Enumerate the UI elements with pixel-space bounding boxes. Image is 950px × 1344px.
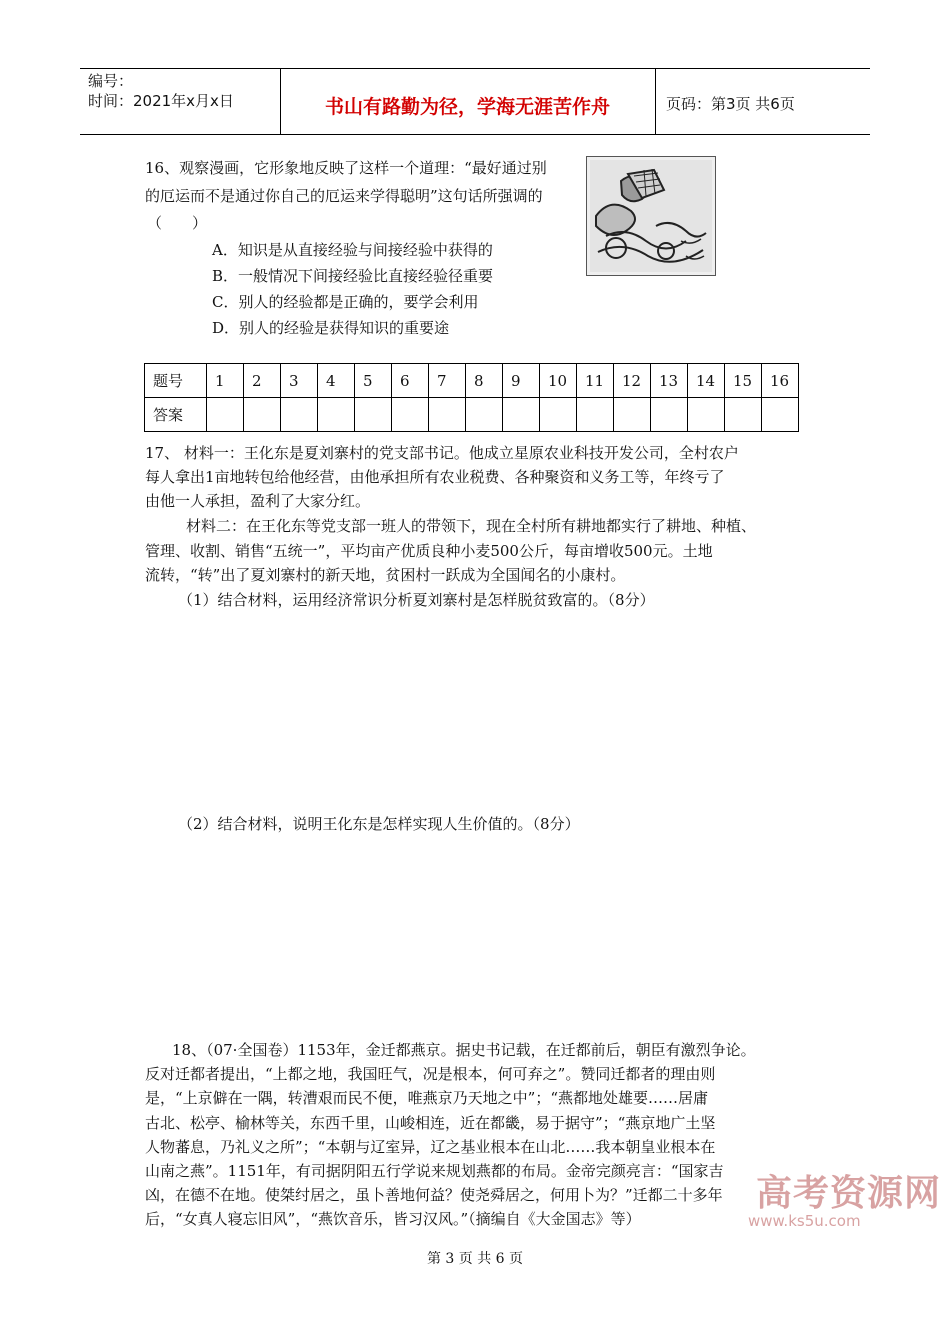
table-number-cell: 2 xyxy=(244,364,281,398)
header-page-label: 页码：第3页 共6页 xyxy=(666,95,795,113)
q18-line-5: 人物蕃息，乃礼义之所”；“本朝与辽室异，辽之基业根本在山北……我本朝皇业根本在 xyxy=(145,1138,716,1156)
table-number-cell: 1 xyxy=(207,364,244,398)
table-answer-label: 答案 xyxy=(145,398,207,432)
table-number-cell: 13 xyxy=(651,364,688,398)
answer-table xyxy=(144,363,799,432)
table-number-cell: 12 xyxy=(614,364,651,398)
q17-material1-line-3: 由他一人承担，盈利了大家分红。 xyxy=(145,492,371,510)
q18-line-3: 是，“上京僻在一隅，转漕艰而民不便，唯燕京乃天地之中”；“燕都地处雄要……居庸 xyxy=(145,1089,709,1107)
answer-cell[interactable] xyxy=(688,398,725,432)
q16-option-b: B．一般情况下间接经验比直接经验径重要 xyxy=(212,267,494,285)
table-number-cell: 15 xyxy=(725,364,762,398)
page-footer: 第 3 页 共 6 页 xyxy=(426,1251,524,1267)
q16-option-d: D．别人的经验是获得知识的重要途 xyxy=(212,319,450,337)
watermark-url: www.ks5u.com xyxy=(748,1212,861,1230)
answer-table-number-row xyxy=(145,364,799,398)
header-divider-left xyxy=(280,68,281,135)
q18-line-4: 古北、松亭、榆林等关，东西千里，山峻相连，近在都畿，易于据守”；“燕京地广土坚 xyxy=(145,1114,716,1132)
table-number-cell: 8 xyxy=(466,364,503,398)
q16-option-a: A．知识是从直接经验与间接经验中获得的 xyxy=(212,241,493,259)
q17-sub-question-2: （2）结合材料，说明王化东是怎样实现人生价值的。（8分） xyxy=(178,815,580,833)
header-top-rule xyxy=(80,68,870,69)
q18-line-7: 凶，在德不在地。使桀纣居之，虽卜善地何益？使尧舜居之，何用卜为？”迁都二十多年 xyxy=(145,1186,723,1204)
header-motto: 书山有路勤为径，学海无涯苦作舟 xyxy=(324,96,610,118)
q18-line-6: 山南之燕”。1151年，有司据阴阳五行学说来规划燕都的布局。金帝完颜亮言：“国家吉 xyxy=(145,1162,724,1180)
answer-cell[interactable] xyxy=(762,398,799,432)
q16-line-2: 的厄运而不是通过你自己的厄运来学得聪明”这句话所强调的 xyxy=(145,187,543,205)
q17-material2-line-1: 材料二：在王化东等党支部一班人的带领下，现在全村所有耕地都实行了耕地、种植、 xyxy=(186,517,757,535)
q18-line-1: 18、（07·全国卷）1153年，金迁都燕京。据史书记载，在迁都前后，朝臣有激烈争论。 xyxy=(172,1041,756,1059)
answer-cell[interactable] xyxy=(503,398,540,432)
answer-cell[interactable] xyxy=(466,398,503,432)
answer-cell[interactable] xyxy=(281,398,318,432)
answer-cell[interactable] xyxy=(725,398,762,432)
answer-table-answer-row xyxy=(145,398,799,432)
cartoon-image xyxy=(586,156,716,276)
table-number-cell: 6 xyxy=(392,364,429,398)
q17-material1-line-2: 每人拿出1亩地转包给他经营，由他承担所有农业税费、各种聚资和义务工等，年终亏了 xyxy=(145,468,725,486)
q17-sub-question-1: （1）结合材料，运用经济常识分析夏刘寨村是怎样脱贫致富的。（8分） xyxy=(178,591,655,609)
table-number-cell: 10 xyxy=(540,364,577,398)
q18-line-8: 后，“女真人寝忘旧风”，“燕饮音乐，皆习汉风。”（摘编自《大金国志》等） xyxy=(145,1210,641,1228)
table-number-cell: 4 xyxy=(318,364,355,398)
table-header-label: 题号 xyxy=(145,364,207,398)
table-number-cell: 11 xyxy=(577,364,614,398)
answer-cell[interactable] xyxy=(207,398,244,432)
q16-bracket: （ ） xyxy=(147,214,208,232)
table-number-cell: 5 xyxy=(355,364,392,398)
table-number-cell: 3 xyxy=(281,364,318,398)
table-number-cell: 7 xyxy=(429,364,466,398)
table-number-cell: 9 xyxy=(503,364,540,398)
header-divider-right xyxy=(655,68,656,135)
answer-cell[interactable] xyxy=(429,398,466,432)
table-number-cell: 16 xyxy=(762,364,799,398)
answer-cell[interactable] xyxy=(244,398,281,432)
q16-option-c: C．别人的经验都是正确的，要学会利用 xyxy=(212,293,479,311)
q17-material2-line-3: 流转，“转”出了夏刘寨村的新天地，贫困村一跃成为全国闻名的小康村。 xyxy=(145,566,626,584)
answer-cell[interactable] xyxy=(614,398,651,432)
q17-material1-line-1: 17、 材料一：王化东是夏刘寨村的党支部书记。他成立星原农业科技开发公司，全村农户 xyxy=(145,444,739,462)
answer-cell[interactable] xyxy=(651,398,688,432)
answer-cell[interactable] xyxy=(355,398,392,432)
answer-cell[interactable] xyxy=(577,398,614,432)
q16-line-1: 16、观察漫画，它形象地反映了这样一个道理：“最好通过别 xyxy=(145,159,547,177)
watermark-logo-text: 高考资源网 xyxy=(756,1173,942,1214)
q17-material2-line-2: 管理、收割、销售“五统一”，平均亩产优质良种小麦500公斤，每亩增收500元。土地 xyxy=(145,542,713,560)
table-number-cell: 14 xyxy=(688,364,725,398)
answer-cell[interactable] xyxy=(318,398,355,432)
answer-cell[interactable] xyxy=(392,398,429,432)
header-time-label: 时间：2021年x月x日 xyxy=(88,92,234,110)
header-number-label: 编号： xyxy=(88,72,134,90)
header-bottom-rule xyxy=(80,134,870,135)
answer-cell[interactable] xyxy=(540,398,577,432)
q18-line-2: 反对迁都者提出，“上都之地，我国旺气，况是根本，何可弃之”。赞同迁都者的理由则 xyxy=(145,1065,716,1083)
